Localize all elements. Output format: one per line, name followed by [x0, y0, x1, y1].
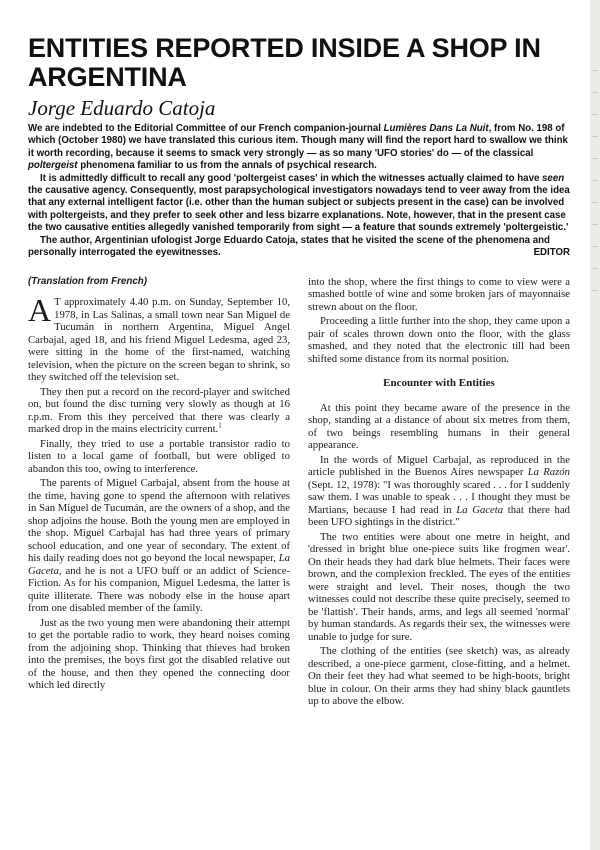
- body-paragraph: Finally, they tried to use a portable transistor radio to listen to a local game of football, but were obliged to abandon this too, owing to interference.: [28, 437, 290, 475]
- intro-text: the causative agency. Consequently, most parapsychological investigators nowadays tend to veer away from the idea that any external intelligent factor (i.e. other than the human subject or subjects present in the case) can be involved with poltergeists, and they prefer to seek other and less bizarre explanations. Note, however, that in the present case the two causative entities allegedly vanished temporarily from sight — a feature that sounds extremely 'poltergeistic.': [28, 185, 570, 234]
- intro-paragraph: The author, Argentinian ufologist Jorge Eduardo Catoja, states that he visited the scene of the phenomena and personally interrogated the eyewitnesses.: [28, 234, 550, 259]
- body-text: (Sept. 12, 1978): "I was thoroughly scared . . . for I suddenly saw them. I was unable to speak . . . I thought they must be Martians, because I had read in: [308, 478, 570, 516]
- body-paragraph: [28, 386, 290, 436]
- body-paragraph: The clothing of the entities (see sketch) was, as already described, a one-piece garment, close-fitting, and a helmet. On their feet they had what seemed to be high-boots, bright blue in colour. On their arms they had shiny black gauntlets up to above the elbow.: [308, 645, 570, 708]
- intro-text: We are indebted to the Editorial Committee of our French companion-journal: [28, 123, 384, 134]
- intro-paragraph: [28, 173, 570, 235]
- emphasis-text: seen: [542, 172, 565, 184]
- body-paragraph: At this point they became aware of the presence in the shop, standing at a distance of about six metres from them, of two beings resembling humans in their general appearance.: [308, 401, 570, 452]
- section-heading: Encounter with Entities: [383, 377, 495, 390]
- translation-note: (Translation from French): [28, 275, 148, 287]
- body-paragraph: [28, 292, 290, 384]
- body-text: T approximately 4.40 p.m. on Sunday, September 10, 1978, in Las Salinas, a small town near San Miguel de Tucumán in northern Argentina, Miguel Angel Carbajal, aged 18, and his friend Miguel Ledesma, aged 23, were sitting in the home of the first-named, watching television, when the picture on the screen began to shrink, so they switched off the television set.: [28, 296, 290, 384]
- body-paragraph: [28, 477, 290, 615]
- body-paragraph: [308, 454, 570, 529]
- intro-text: It is admittedly difficult to recall any good 'poltergeist cases' in which the witnesses actually claimed to have: [40, 172, 543, 184]
- body-paragraph: The two entities were about one metre in height, and 'dressed in bright blue one-piece suits like frogmen wear'. On their heads they had dark blue helmets. Their faces were brown, and the complexion freckled. The eyes of the entities were straight and level. Their noses, though the two witnesses could not describe these quite precisely, seemed to be 'flattish'. Their hands, arms, and legs all seemed 'normal' by human standards. As regards their sex, the witnesses were unable to judge for sure.: [308, 530, 570, 643]
- article-page: [28, 34, 570, 710]
- article-title: ENTITIES REPORTED INSIDE A SHOP IN ARGENTINA: [28, 33, 541, 92]
- body-text: In the words of Miguel Carbajal, as reproduced in the article published in the Buenos Aires newspaper: [308, 453, 570, 479]
- newspaper-name: La Razón: [527, 466, 570, 479]
- editor-signature: EDITOR: [533, 247, 570, 259]
- body-paragraph: Proceeding a little further into the shop, they came upon a pair of scales thrown down onto the floor, with the glass smashed, and they noted that the electronic till had been shifted some distance from its normal position.: [308, 315, 570, 365]
- right-column: [308, 276, 570, 710]
- intro-text: phenomena familiar to us from the annals of psychical research.: [77, 160, 377, 172]
- footnote-marker: 1: [218, 421, 222, 430]
- body-text: and he is not a UFO buff or an addict of Science-Fiction. As for his companion, Miguel Ledesma, the latter is quite illiterate. There was nobody else in the house apart from one disabled member of the family.: [28, 564, 290, 615]
- body-text: that there had been UFO sightings in the district.": [308, 503, 570, 529]
- body-paragraph: Just as the two young men were abandoning their attempt to get the portable radio to work, they heard noises coming from the adjoining shop. Thinking that thieves had broken into the premises, the boys first got the disabled relative out of the house, and then they opened the connecting door which led directly: [28, 616, 290, 692]
- intro-paragraph: [28, 123, 570, 173]
- newspaper-name: La Gaceta: [456, 503, 504, 516]
- left-column: [28, 276, 290, 710]
- body-text: The parents of Miguel Carbajal, absent from the house at the time, having gone to spend the afternoon with relatives in San Miguel de Tucumán, are the owners of a shop, and the shop adjoins the house. Both the young men are employed in the shop. Miguel Carbajal has had three years of primary school education, and one year of secondary. The extent of his daily reading does not go beyond the local newspaper,: [28, 477, 290, 565]
- newspaper-name: La Gaceta,: [28, 552, 290, 577]
- editorial-introduction: [28, 123, 570, 260]
- article-author: Jorge Eduardo Catoja: [28, 96, 216, 120]
- emphasis-text: poltergeist: [28, 160, 78, 172]
- adjacent-page-edge: [590, 0, 600, 850]
- drop-cap: A: [28, 292, 52, 329]
- intro-text: , from No. 198 of which (October 1980) we have translated this curious item. Though many will find the report hard to swallow we think it worth recording, because it seems to smack very strongly — as so many 'UFO stories' do — of the classical: [28, 123, 568, 159]
- article-body: [28, 276, 570, 710]
- body-text: They then put a record on the record-player and switched on, but found the disc turning very slowly as though at 16 r.p.m. From this they perceived that there was clearly a marked drop in the mains electricity current.: [28, 385, 290, 436]
- journal-name: Lumières Dans La Nuit: [383, 123, 489, 134]
- body-paragraph: into the shop, where the first things to come to view were a smashed bottle of wine and some broken jars of mayonnaise strewn about on the floor.: [308, 275, 570, 313]
